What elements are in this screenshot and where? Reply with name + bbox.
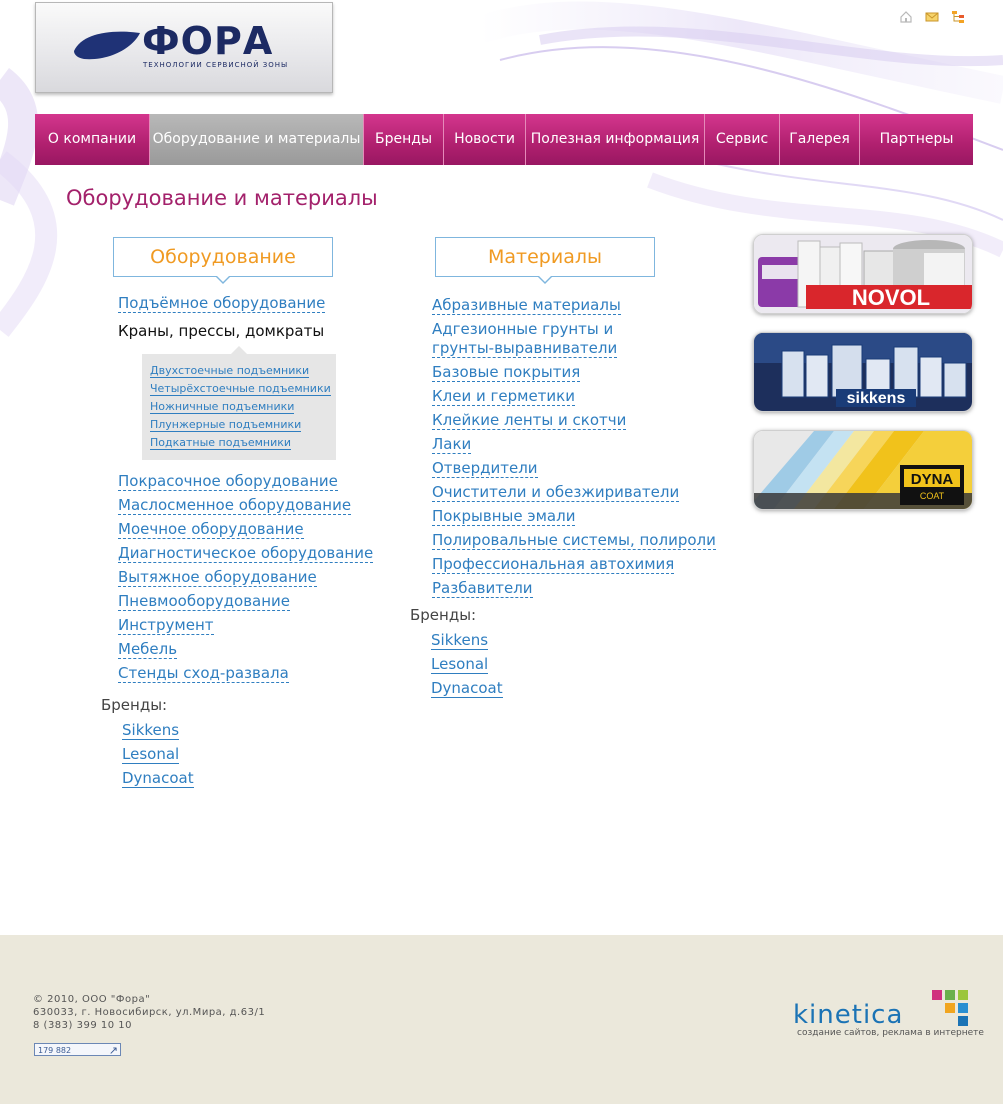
materials-link[interactable]: Клейкие ленты и скотчи	[432, 411, 627, 429]
developer-logo[interactable]	[793, 990, 984, 1040]
top-icons	[899, 9, 965, 23]
materials-link[interactable]: Профессиональная автохимия	[432, 555, 675, 573]
novol-label: NOVOL	[851, 285, 931, 310]
equipment-heading-box	[113, 237, 333, 277]
dynacoat-product-image	[754, 431, 972, 509]
materials-list	[432, 296, 716, 603]
brand-link-sikkens[interactable]: Sikkens	[122, 721, 180, 739]
equipment-list	[118, 472, 373, 688]
mail-icon[interactable]	[925, 9, 939, 23]
submenu-link[interactable]: Плунжерные подъемники	[150, 418, 302, 431]
product-card-novol[interactable]	[753, 234, 973, 314]
materials-heading-box	[435, 237, 655, 277]
submenu-pointer	[231, 346, 247, 354]
footer-info	[33, 993, 265, 1032]
page-title: Оборудование и материалы	[66, 186, 378, 210]
equipment-link[interactable]: Покрасочное оборудование	[118, 472, 338, 490]
submenu-link[interactable]: Четырёхстоечные подъемники	[150, 382, 331, 395]
equipment-link[interactable]: Пневмооборудование	[118, 592, 291, 610]
materials-link[interactable]: Клеи и герметики	[432, 387, 575, 405]
nav-item-gallery[interactable]: Галерея	[780, 114, 860, 165]
materials-link[interactable]: Базовые покрытия	[432, 363, 581, 381]
product-card-dynacoat[interactable]	[753, 430, 973, 510]
materials-link[interactable]: грунты-выравниватели	[432, 339, 618, 357]
brand-link-sikkens[interactable]: Sikkens	[431, 631, 489, 649]
phone: 8 (383) 399 10 10	[33, 1020, 133, 1031]
equipment-heading: Оборудование	[150, 246, 296, 268]
equipment-link[interactable]: Инструмент	[118, 616, 214, 634]
logo-leaf-icon	[72, 27, 142, 63]
nav-item-equipment-materials[interactable]: Оборудование и материалы	[150, 114, 364, 165]
developer-name: kinetica	[793, 1000, 904, 1030]
heading-pointer-inner	[216, 275, 230, 282]
logo-name: ФОРА	[142, 19, 274, 63]
copyright: © 2010, ООО "Фора"	[33, 994, 151, 1005]
brand-link-dynacoat[interactable]: Dynacoat	[431, 679, 503, 697]
equipment-link[interactable]: Подъёмное оборудование	[118, 294, 326, 312]
materials-brands-list	[431, 631, 503, 703]
dynacoat-label: DYNA	[910, 471, 954, 488]
sitemap-icon[interactable]	[951, 9, 965, 23]
sikkens-label: sikkens	[846, 390, 906, 407]
equipment-link[interactable]: Маслосменное оборудование	[118, 496, 352, 514]
materials-link[interactable]: Лаки	[432, 435, 472, 453]
nav-item-news[interactable]: Новости	[444, 114, 526, 165]
heading-pointer-inner	[538, 275, 552, 282]
materials-link[interactable]: Очистители и обезжириватели	[432, 483, 680, 501]
equipment-link[interactable]: Мебель	[118, 640, 178, 658]
address: 630033, г. Новосибирск, ул.Мира, д.63/1	[33, 1007, 266, 1018]
developer-tagline: создание сайтов, реклама в интернете	[797, 1028, 984, 1038]
equipment-submenu	[142, 354, 336, 460]
dynacoat-sublabel: COAT	[919, 491, 945, 501]
nav-item-useful-info[interactable]: Полезная информация	[526, 114, 705, 165]
equipment-link[interactable]: Моечное оборудование	[118, 520, 304, 538]
materials-link[interactable]: Отвердители	[432, 459, 538, 477]
nav-item-service[interactable]: Сервис	[705, 114, 780, 165]
nav-item-partners[interactable]: Партнеры	[879, 131, 954, 147]
counter-arrow-icon: ↗	[108, 1044, 118, 1057]
materials-link[interactable]: Адгезионные грунты и	[432, 320, 614, 338]
equipment-link[interactable]: Диагностическое оборудование	[118, 544, 374, 562]
product-card-sikkens[interactable]	[753, 332, 973, 412]
novol-product-image	[754, 235, 972, 313]
materials-link[interactable]: Покрывные эмали	[432, 507, 576, 525]
equipment-brands-list	[122, 721, 194, 793]
equipment-link[interactable]: Вытяжное оборудование	[118, 568, 317, 586]
equipment-current-item[interactable]: Краны, прессы, домкраты	[118, 322, 325, 340]
site-logo[interactable]	[35, 2, 333, 93]
materials-link[interactable]: Разбавители	[432, 579, 533, 597]
equipment-first-list	[118, 294, 325, 318]
logo-tagline: ТЕХНОЛОГИИ СЕРВИСНОЙ ЗОНЫ	[143, 61, 289, 69]
brand-link-dynacoat[interactable]: Dynacoat	[122, 769, 194, 787]
sikkens-product-image	[754, 333, 972, 411]
materials-heading: Материалы	[488, 246, 602, 268]
materials-link[interactable]: Полировальные системы, полироли	[432, 531, 716, 549]
footer	[0, 935, 1003, 1104]
materials-brands-label: Бренды:	[410, 606, 477, 624]
main-nav	[35, 114, 973, 165]
nav-item-about[interactable]: О компании	[35, 114, 150, 165]
visit-counter[interactable]	[34, 1043, 121, 1056]
home-icon[interactable]	[899, 9, 913, 23]
developer-squares-icon	[932, 990, 968, 1026]
brand-link-lesonal[interactable]: Lesonal	[122, 745, 180, 763]
submenu-link[interactable]: Двухстоечные подъемники	[150, 364, 310, 377]
brand-link-lesonal[interactable]: Lesonal	[431, 655, 489, 673]
nav-item-brands[interactable]: Бренды	[364, 114, 444, 165]
submenu-link[interactable]: Ножничные подъемники	[150, 400, 295, 413]
equipment-brands-label: Бренды:	[101, 696, 168, 714]
materials-link[interactable]: Абразивные материалы	[432, 296, 621, 314]
submenu-link[interactable]: Подкатные подъемники	[150, 436, 292, 449]
counter-value: 179 882	[38, 1046, 72, 1055]
equipment-link[interactable]: Стенды сход-развала	[118, 664, 289, 682]
